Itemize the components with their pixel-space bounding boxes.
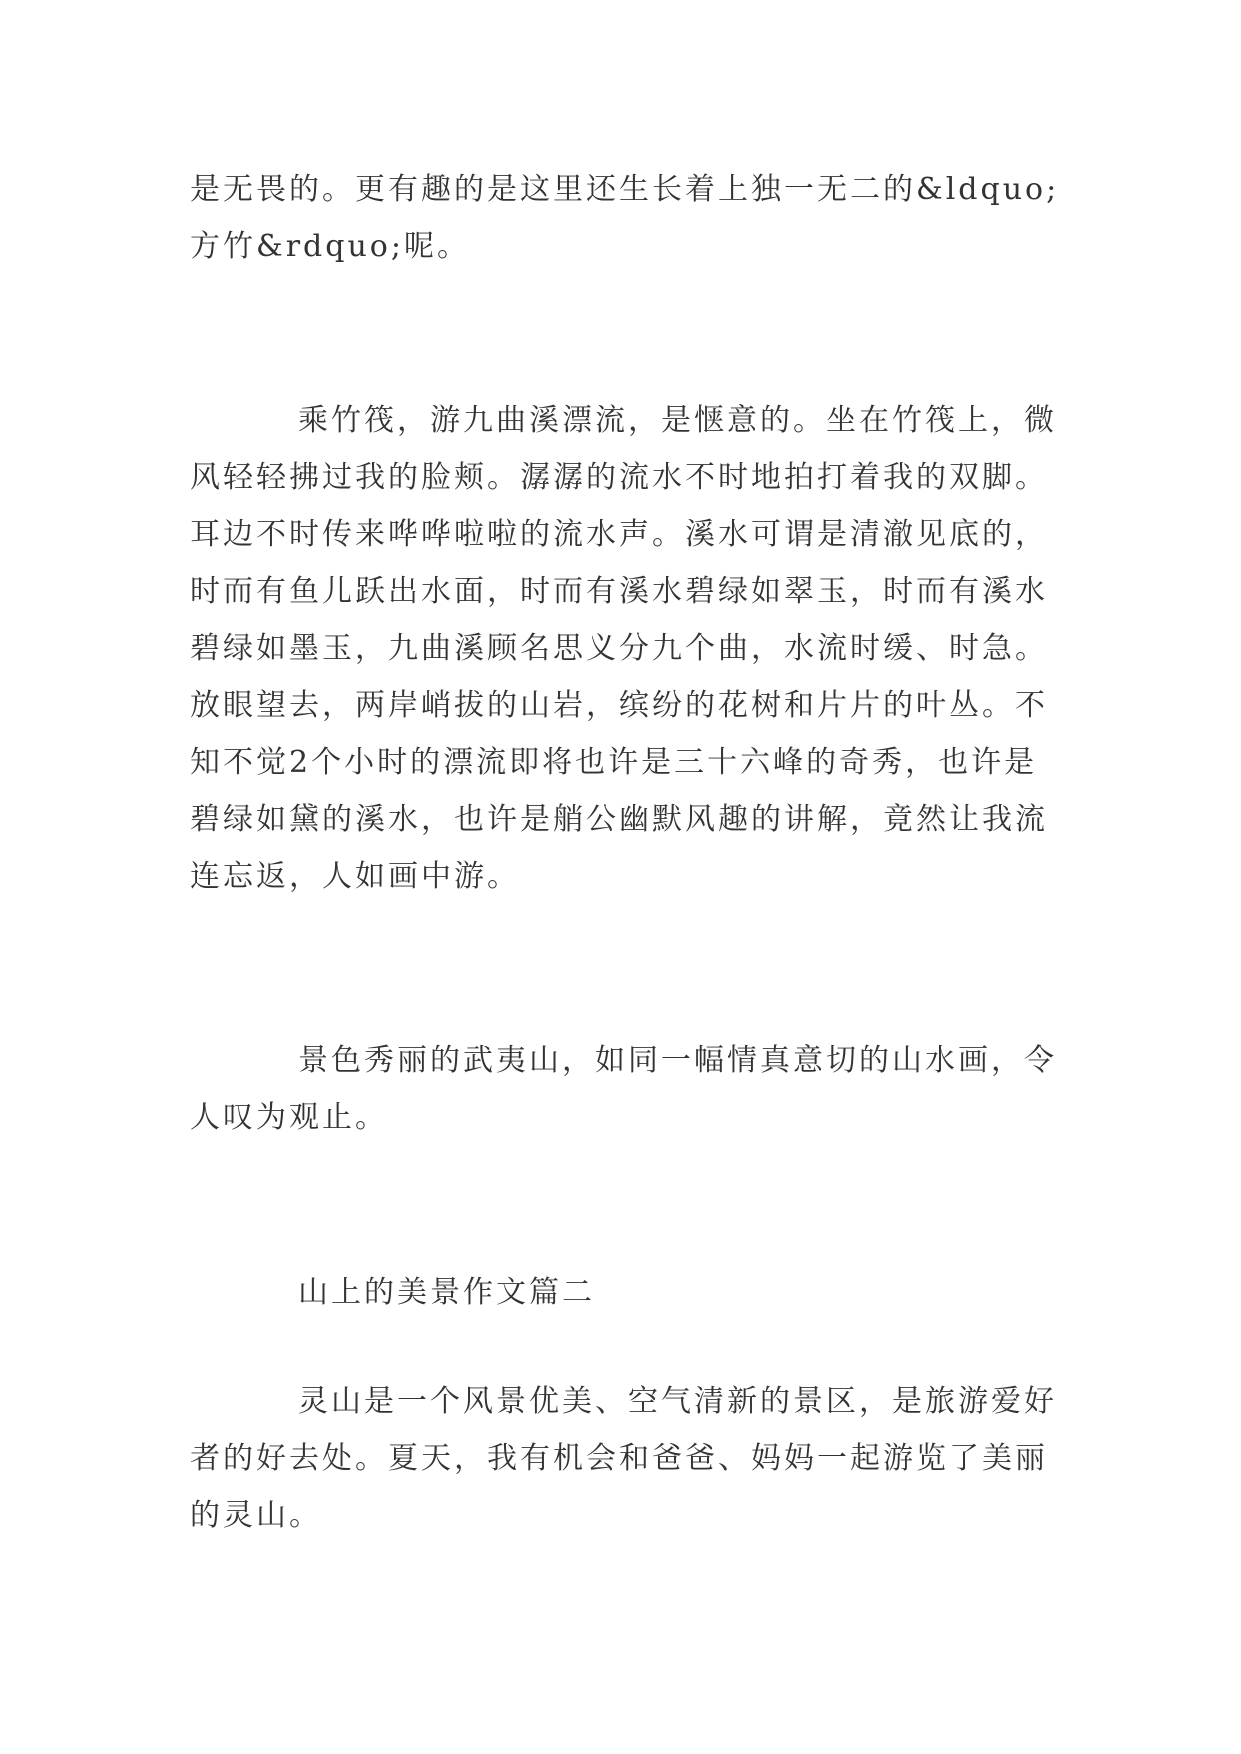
section-heading: 山上的美景作文篇二 (298, 1275, 595, 1310)
paragraph-lingshan-intro: 灵山是一个风景优美、空气清新的景区，是旅游爱好者的好去处。夏天，我有机会和爸爸、妈妈一起游览了美丽的灵山。 (190, 1384, 1057, 1533)
paragraph-bamboo-raft: 乘竹筏，游九曲溪漂流，是惬意的。坐在竹筏上，微风轻轻拂过我的脸颊。潺潺的流水不时地拍打着我的双脚。耳边不时传来哗哗啦啦的流水声。溪水可谓是清澈见底的，时而有鱼儿跃出水面，时而有溪水碧绿如翠玉，时而有溪水碧绿如墨玉，九曲溪顾名思义分九个曲，水流时缓、时急。放眼望去，两岸峭拔的山岩，缤纷的花树和片片的叶丛。不知不觉2个小时的漂流即将也许是三十六峰的奇秀，也许是碧绿如黛的溪水，也许是艄公幽默风趣的讲解，竟然让我流连忘返，人如画中游。 (190, 403, 1057, 894)
paragraph-wuyi-summary: 景色秀丽的武夷山，如同一幅情真意切的山水画，令人叹为观止。 (190, 1043, 1057, 1135)
paragraph-continuation: 是无畏的。更有趣的是这里还生长着上独一无二的&ldquo;方竹&rdquo;呢。 (190, 172, 1060, 264)
